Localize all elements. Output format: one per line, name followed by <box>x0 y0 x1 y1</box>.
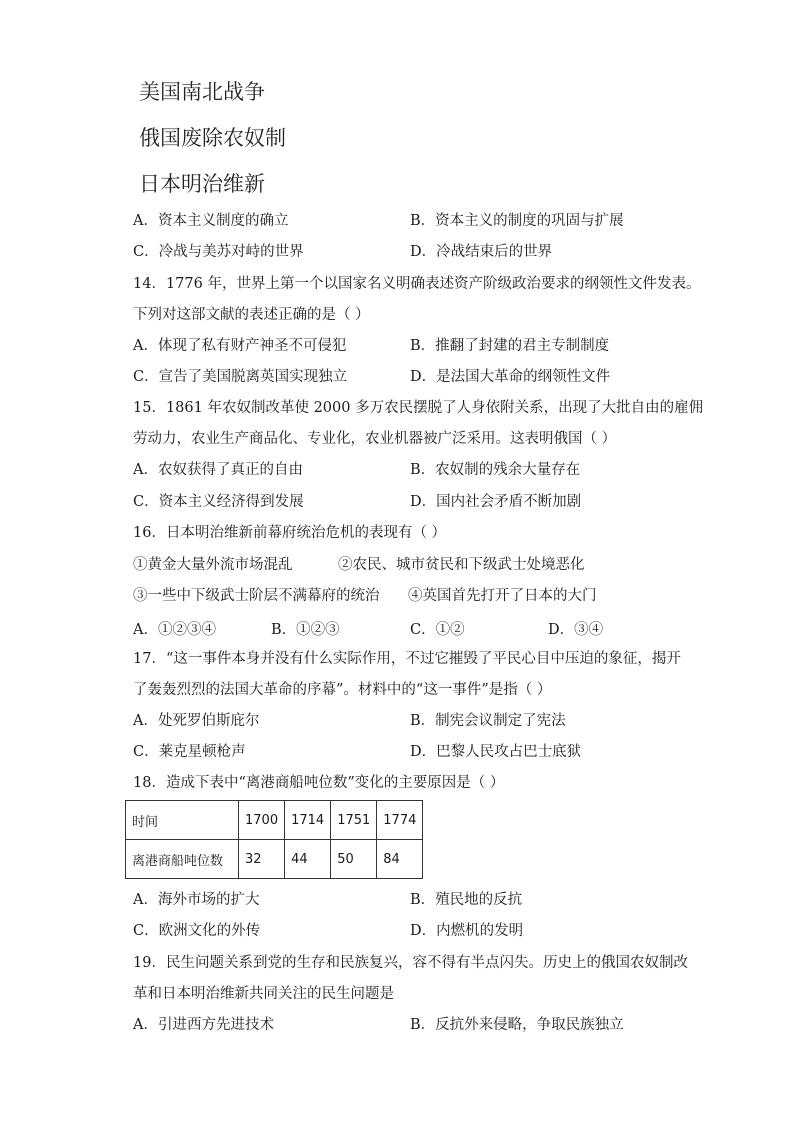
q18-option-c: C．欧洲文化的外传 <box>133 923 261 939</box>
q16-option-b: B．①②③ <box>271 622 340 638</box>
table-cell: 50 <box>331 840 377 879</box>
q16-item-1: ①黄金大量外流市场混乱 <box>133 557 293 573</box>
top-item-3: 日本明治维新 <box>139 172 265 196</box>
table-cell: 时间 <box>126 801 239 840</box>
q14-stem-line2: 下列对这部文献的表述正确的是（ ） <box>133 307 370 323</box>
q14-option-d: D．是法国大革命的纲领性文件 <box>410 369 611 385</box>
q15-option-b: B．农奴制的残余大量存在 <box>410 462 581 478</box>
table-cell: 1700 <box>239 801 285 840</box>
q16-option-d: D．③④ <box>548 622 604 638</box>
q18-stem: 18．造成下表中“离港商船吨位数”变化的主要原因是（ ） <box>133 775 505 791</box>
q17-option-c: C．莱克星顿枪声 <box>133 744 246 760</box>
q13-option-a: A．资本主义制度的确立 <box>133 213 289 229</box>
q17-option-a: A．处死罗伯斯庇尔 <box>133 713 260 729</box>
q14-option-c: C．宣告了美国脱离英国实现独立 <box>133 369 348 385</box>
top-item-1: 美国南北战争 <box>139 80 265 104</box>
q14-option-b: B．推翻了封建的君主专制制度 <box>410 338 610 354</box>
q15-option-a: A．农奴获得了真正的自由 <box>133 462 303 478</box>
table-cell: 32 <box>239 840 285 879</box>
table-cell: 1751 <box>331 801 377 840</box>
q19-stem-line2: 革和日本明治维新共同关注的民生问题是 <box>133 986 394 1002</box>
q17-option-b: B．制宪会议制定了宪法 <box>410 713 566 729</box>
q16-stem: 16．日本明治维新前幕府统治危机的表现有（ ） <box>133 525 447 541</box>
q13-option-c: C．冷战与美苏对峙的世界 <box>133 244 304 260</box>
q14-option-a: A．体现了私有财产神圣不可侵犯 <box>133 338 347 354</box>
q19-stem-line1: 19．民生问题关系到党的生存和民族复兴，容不得有半点闪失。历史上的俄国农奴制改 <box>133 955 688 971</box>
table-row <box>126 801 423 840</box>
q18-option-d: D．内燃机的发明 <box>410 923 524 939</box>
q17-stem-line2: 了轰轰烈烈的法国大革命的序幕”。材料中的“这一事件”是指（ ） <box>133 682 552 698</box>
q17-option-d: D．巴黎人民攻占巴士底狱 <box>410 744 582 760</box>
q17-stem-line1: 17．“这一事件本身并没有什么实际作用，不过它摧毁了平民心目中压迫的象征，揭开 <box>133 651 681 667</box>
table-row <box>126 840 423 879</box>
q16-option-a: A．①②③④ <box>133 622 216 638</box>
table-cell: 84 <box>377 840 423 879</box>
q13-option-d: D．冷战结束后的世界 <box>410 244 553 260</box>
table-cell: 1714 <box>285 801 331 840</box>
table-cell: 1774 <box>377 801 423 840</box>
q15-stem-line1: 15．1861 年农奴制改革使 2000 多万农民摆脱了人身依附关系，出现了大批自由的雇佣 <box>133 400 704 416</box>
q15-option-d: D．国内社会矛盾不断加剧 <box>410 494 582 510</box>
q19-option-b: B．反抗外来侵略，争取民族独立 <box>410 1017 624 1033</box>
tonnage-table <box>125 800 423 879</box>
q18-option-b: B．殖民地的反抗 <box>410 892 523 908</box>
q16-item-3: ③一些中下级武士阶层不满幕府的统治 <box>133 588 380 604</box>
q18-option-a: A．海外市场的扩大 <box>133 892 260 908</box>
q16-item-2: ②农民、城市贫民和下级武士处境恶化 <box>338 557 585 573</box>
table-cell: 离港商船吨位数 <box>126 840 239 879</box>
q13-option-b: B．资本主义的制度的巩固与扩展 <box>410 213 624 229</box>
q19-option-a: A．引进西方先进技术 <box>133 1017 274 1033</box>
q15-stem-line2: 劳动力，农业生产商品化、专业化，农业机器被广泛采用。这表明俄国（ ） <box>133 431 617 447</box>
q15-option-c: C．资本主义经济得到发展 <box>133 494 304 510</box>
table-cell: 44 <box>285 840 331 879</box>
top-item-2: 俄国废除农奴制 <box>139 126 286 150</box>
q16-item-4: ④英国首先打开了日本的大门 <box>408 588 597 604</box>
q16-option-c: C．①② <box>410 622 465 638</box>
q14-stem-line1: 14．1776 年，世界上第一个以国家名义明确表述资产阶级政治要求的纲领性文件发表。 <box>133 276 701 292</box>
